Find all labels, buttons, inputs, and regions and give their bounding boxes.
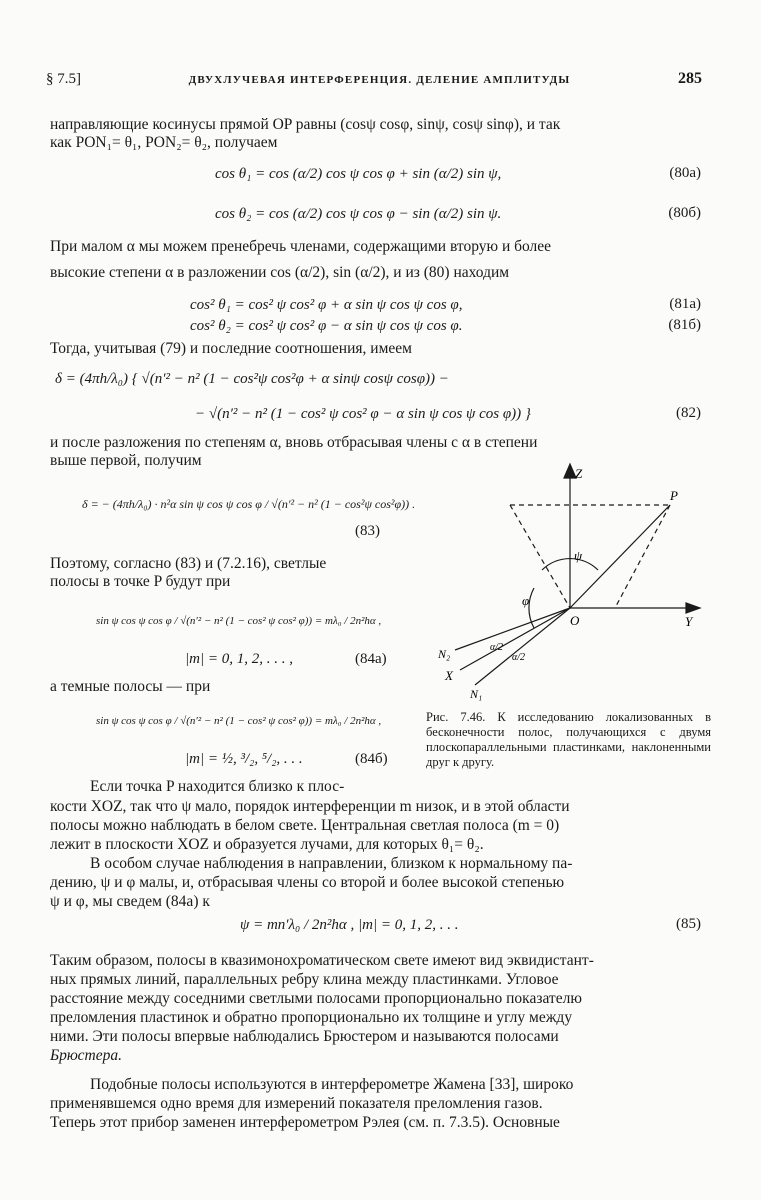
label-n2: N₂ [438,647,451,661]
equation-number: (85) [676,916,701,932]
equation-82-line2: − √(n′² − n² (1 − cos² ψ cos² φ − α sin ψ cos ψ cos φ)) } [195,406,531,422]
figure-7-46 [430,460,710,710]
equation-81b: cos² θ₂ = cos² ψ cos² φ − α sin ψ cos ψ cos φ. [190,318,463,334]
text-line: дению, ψ и φ малы, и, отбрасывая члены со второй и более высокой степенью [50,874,565,891]
text-line: преломления пластинок и обратно пропорционально их толщине и углу между [50,1009,573,1026]
text-line: выше первой, получим [50,452,202,469]
label-y: Y [685,614,693,629]
label-z: Z [575,466,583,481]
dashed-side [510,505,570,608]
equation-number: (80а) [669,165,701,181]
y-arrow [686,603,700,613]
text-line: применявшемся одно время для измерений показателя преломления газов. [50,1095,543,1112]
text-line: Таким образом, полосы в квазимонохроматическом свете имеют вид эквидистант- [50,952,594,969]
text-line: направляющие косинусы прямой OP равны (cosψ cosφ, sinψ, cosψ sinφ), и так [50,116,561,133]
text-line: Подобные полосы используются в интерферометре Жамена [33], широко [90,1076,574,1093]
equation-85: ψ = mn′λ₀ / 2n²hα , |m| = 0, 1, 2, . . . [240,917,459,933]
text-line: Теперь этот прибор заменен интерферометром Рэлея (см. п. 7.3.5). Основные [50,1114,560,1131]
text-line: Тогда, учитывая (79) и последние соотношения, имеем [50,340,412,357]
equation-number: (84а) [355,651,387,667]
label-x: X [445,668,453,683]
equation-83: δ = − (4πh/λ₀) · n²α sin ψ cos ψ cos φ / √(n′² − n² (1 − cos²ψ cos²φ)) . [82,497,416,511]
running-title: ДВУХЛУЧЕВАЯ ИНТЕРФЕРЕНЦИЯ. ДЕЛЕНИЕ АМПЛИТУДЫ [188,74,571,86]
equation-number: (84б) [355,751,388,767]
label-alpha-half-2: α/2 [512,652,526,663]
text-line: лежит в плоскости XOZ и образуется лучами, для которых θ₁= θ₂. [50,836,484,853]
equation-82-line1: δ = (4πh/λ₀) { √(n′² − n² (1 − cos²ψ cos²φ + α sinψ cosψ cosφ)) − [55,371,449,387]
n2-line [455,608,570,650]
figure-caption: Рис. 7.46. К исследованию локализованных в бесконечности полос, получающихся с двумя плоскопараллельными пластинками, наклоненными друг к другу. [426,710,711,769]
text-line: ними. Эти полосы впервые наблюдались Брюстером и называются полосами [50,1028,559,1045]
dashed-projection [615,505,670,608]
equation-number: (83) [355,523,380,539]
text-line: ψ и φ, мы сведем (84а) к [50,893,210,910]
equation-84b-m: |m| = ½, ³/₂, ⁵/₂, . . . [185,751,303,767]
equation-84a-m: |m| = 0, 1, 2, . . . , [185,651,293,667]
label-alpha-half-1: α/2 [490,642,504,653]
text-line: Поэтому, согласно (83) и (7.2.16), светлые [50,555,327,572]
text-line: полосы можно наблюдать в белом свете. Центральная светлая полоса (m = 0) [50,817,560,834]
text-line: полосы в точке P будут при [50,573,231,590]
text-line: высокие степени α в разложении cos (α/2), sin (α/2), и из (80) находим [50,264,510,281]
equation-number: (81б) [668,317,701,333]
text-line: Брюстера. [50,1047,122,1064]
text-line: кости XOZ, так что ψ мало, порядок интерференции m низок, и в этой области [50,798,570,815]
equation-84a: sin ψ cos ψ cos φ / √(n′² − n² (1 − cos² ψ cos² φ)) = mλ₀ / 2n²hα , [96,615,382,627]
label-n1: N₁ [470,687,483,701]
label-psi: ψ [574,548,583,563]
page-number: 285 [677,70,702,87]
text-line: как PON₁= θ₁, PON₂= θ₂, получаем [50,134,278,151]
text-line: Если точка P находится близко к плос- [90,778,345,795]
page-header [46,70,702,88]
equation-81a: cos² θ₁ = cos² ψ cos² φ + α sin ψ cos ψ cos φ, [190,297,463,313]
op-line [570,505,670,608]
text-line: ных прямых линий, параллельных ребру клина между пластинками. Угловое [50,971,559,988]
label-p: P [670,488,678,503]
equation-80a: cos θ₁ = cos (α/2) cos ψ cos φ + sin (α/2) sin ψ, [215,166,502,182]
equation-80b: cos θ₂ = cos (α/2) cos ψ cos φ − sin (α/2) sin ψ. [215,206,502,222]
text-line: При малом α мы можем пренебречь членами, содержащими вторую и более [50,238,552,255]
label-phi: φ [522,593,530,608]
figure-diagram [430,460,710,705]
equation-84b: sin ψ cos ψ cos φ / √(n′² − n² (1 − cos² ψ cos² φ)) = mλ₀ / 2n²hα , [96,715,382,727]
section-ref: § 7.5] [46,71,81,87]
equation-number: (82) [676,405,701,421]
text-line: расстояние между соседними светлыми полосами пропорционально показателю [50,990,582,1007]
label-o: O [570,613,580,628]
equation-number: (80б) [668,205,701,221]
text-line: В особом случае наблюдения в направлении, близком к нормальному па- [90,855,573,872]
text-line: и после разложения по степеням α, вновь отбрасывая члены с α в степени [50,434,538,451]
text-line: а темные полосы — при [50,678,211,695]
equation-number: (81а) [669,296,701,312]
